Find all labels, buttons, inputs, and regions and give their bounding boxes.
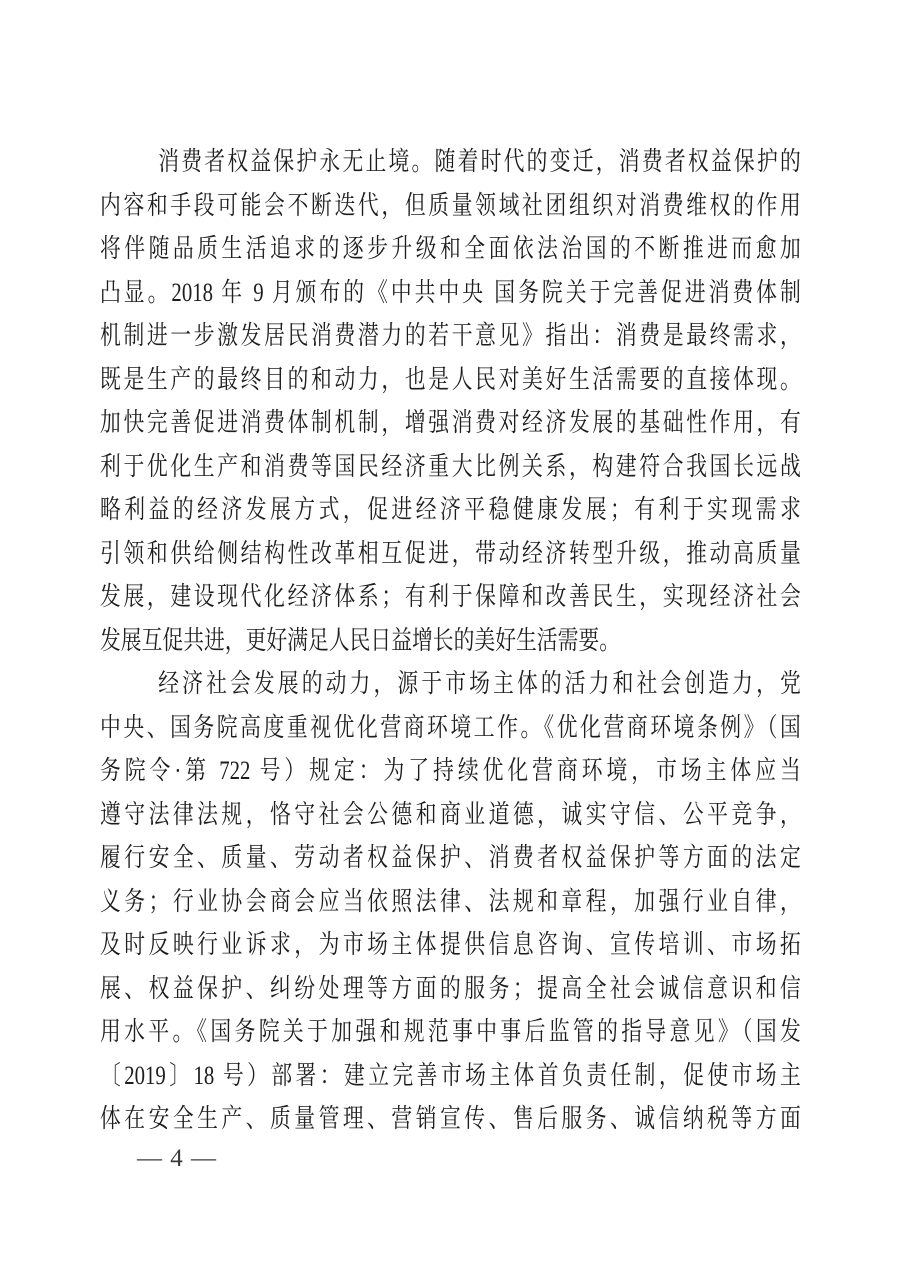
- text-line: 务院令·第 722 号）规定：为了持续优化营商环境，市场主体应当: [100, 756, 801, 785]
- text-line: 凸显。2018 年 9 月颁布的《中共中央 国务院关于完善促进消费体制: [100, 277, 801, 307]
- document-body: [100, 140, 801, 1141]
- text-line: 履行安全、质量、劳动者权益保护、消费者权益保护等方面的法定: [100, 843, 801, 872]
- text-line: 加快完善促进消费体制机制，增强消费对经济发展的基础性作用，有: [100, 408, 801, 437]
- text-line: 体在安全生产、质量管理、营销宣传、售后服务、诚信纳税等方面: [100, 1104, 801, 1133]
- text-line: 发展，建设现代化经济体系；有利于保障和改善民生，实现经济社会: [100, 582, 801, 611]
- page-number: — 4 —: [137, 1145, 217, 1172]
- text-line: 用水平。《国务院关于加强和规范事中事后监管的指导意见》（国发: [100, 1017, 801, 1046]
- text-line: 遵守法律法规，恪守社会公德和商业道德，诚实守信、公平竞争，: [100, 799, 801, 829]
- text-line: 发展互促共进，更好满足人民日益增长的美好生活需要。: [100, 625, 621, 655]
- text-line: 利于优化生产和消费等国民经济重大比例关系，构建符合我国长远战: [100, 451, 801, 481]
- text-line: 〔2019〕18 号）部署：建立完善市场主体首负责任制，促使市场主: [100, 1060, 801, 1090]
- text-line: 义务；行业协会商会应当依照法律、法规和章程，加强行业自律，: [100, 886, 801, 916]
- text-line: 将伴随品质生活追求的逐步升级和全面依法治国的不断推进而愈加: [100, 234, 801, 263]
- text-line: 既是生产的最终目的和动力，也是人民对美好生活需要的直接体现。: [100, 364, 801, 394]
- text-line: 及时反映行业诉求，为市场主体提供信息咨询、宣传培训、市场拓: [100, 930, 801, 959]
- text-line: 展、权益保护、纠纷处理等方面的服务；提高全社会诚信意识和信: [100, 973, 801, 1003]
- text-line: 内容和手段可能会不断迭代，但质量领域社团组织对消费维权的作用: [100, 190, 801, 220]
- text-line: 机制进一步激发居民消费潜力的若干意见》指出：消费是最终需求，: [100, 321, 801, 350]
- text-line: 经济社会发展的动力，源于市场主体的活力和社会创造力，党: [158, 669, 801, 698]
- text-line: 略利益的经济发展方式，促进经济平稳健康发展；有利于实现需求: [100, 495, 801, 524]
- text-line: 引领和供给侧结构性改革相互促进，带动经济转型升级，推动高质量: [100, 538, 801, 568]
- text-line: 消费者权益保护永无止境。随着时代的变迁，消费者权益保护的: [158, 147, 801, 176]
- text-line: 中央、国务院高度重视优化营商环境工作。《优化营商环境条例》（国: [100, 712, 801, 742]
